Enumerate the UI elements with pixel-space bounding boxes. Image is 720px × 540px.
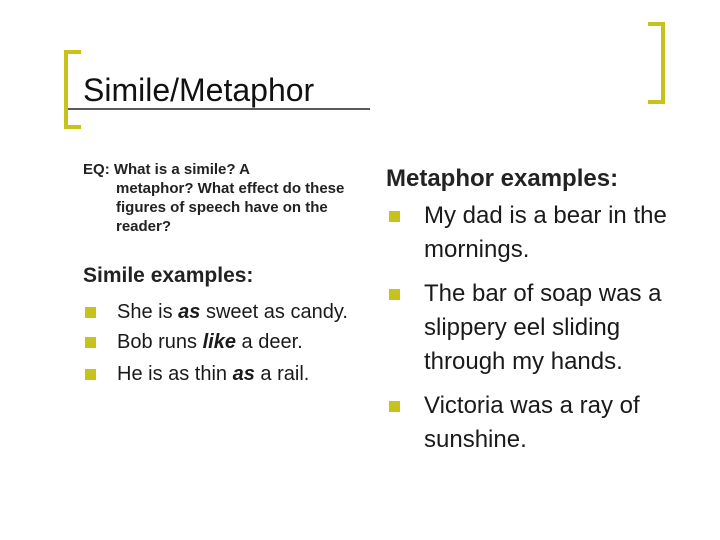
simile-keyword: as bbox=[232, 363, 255, 385]
eq-rest: metaphor? What effect do these figures of speech have on the reader? bbox=[116, 180, 345, 235]
metaphor-item-text: The bar of soap was a slippery eel sliding through my hands. bbox=[424, 280, 662, 375]
simile-text-post: sweet as candy. bbox=[200, 301, 348, 323]
square-bullet-icon bbox=[85, 369, 96, 380]
simile-item bbox=[83, 300, 363, 324]
simile-item bbox=[83, 362, 363, 386]
simile-item bbox=[83, 330, 363, 354]
essential-question bbox=[83, 160, 373, 236]
metaphor-item bbox=[386, 389, 686, 457]
right-bracket-vertical bbox=[661, 22, 665, 104]
simile-text-post: a deer. bbox=[235, 331, 303, 353]
slide-title: Simile/Metaphor bbox=[83, 72, 315, 108]
square-bullet-icon bbox=[85, 307, 96, 318]
eq-line1: : What is a simile? A bbox=[104, 161, 250, 178]
left-bracket-vertical bbox=[64, 50, 68, 129]
simile-heading: Simile examples: bbox=[83, 264, 254, 287]
simile-text-post: a rail. bbox=[254, 363, 310, 385]
simile-text-pre: Bob runs bbox=[117, 331, 203, 353]
square-bullet-icon bbox=[85, 337, 96, 348]
metaphor-item-text: My dad is a bear in the mornings. bbox=[424, 202, 667, 263]
metaphor-item bbox=[386, 277, 686, 379]
right-bracket-bottom bbox=[648, 100, 665, 104]
square-bullet-icon bbox=[389, 211, 400, 222]
simile-item-text bbox=[117, 331, 303, 353]
right-bracket-top bbox=[648, 22, 665, 26]
simile-list bbox=[83, 300, 363, 394]
eq-first-line bbox=[83, 160, 373, 179]
left-bracket-top bbox=[64, 50, 81, 54]
metaphor-item-text: Victoria was a ray of sunshine. bbox=[424, 392, 640, 453]
simile-keyword: like bbox=[202, 331, 236, 353]
metaphor-item bbox=[386, 199, 686, 267]
simile-text-pre: He is as thin bbox=[117, 363, 233, 385]
simile-item-text bbox=[117, 301, 348, 323]
title-underline bbox=[68, 108, 370, 110]
eq-prefix: EQ bbox=[83, 161, 105, 178]
square-bullet-icon bbox=[389, 289, 400, 300]
square-bullet-icon bbox=[389, 401, 400, 412]
metaphor-list bbox=[386, 199, 686, 457]
simile-text-pre: She is bbox=[117, 301, 179, 323]
simile-keyword: as bbox=[178, 301, 201, 323]
metaphor-heading: Metaphor examples: bbox=[386, 165, 619, 192]
simile-item-text bbox=[117, 363, 309, 385]
left-bracket-bottom bbox=[64, 125, 81, 129]
